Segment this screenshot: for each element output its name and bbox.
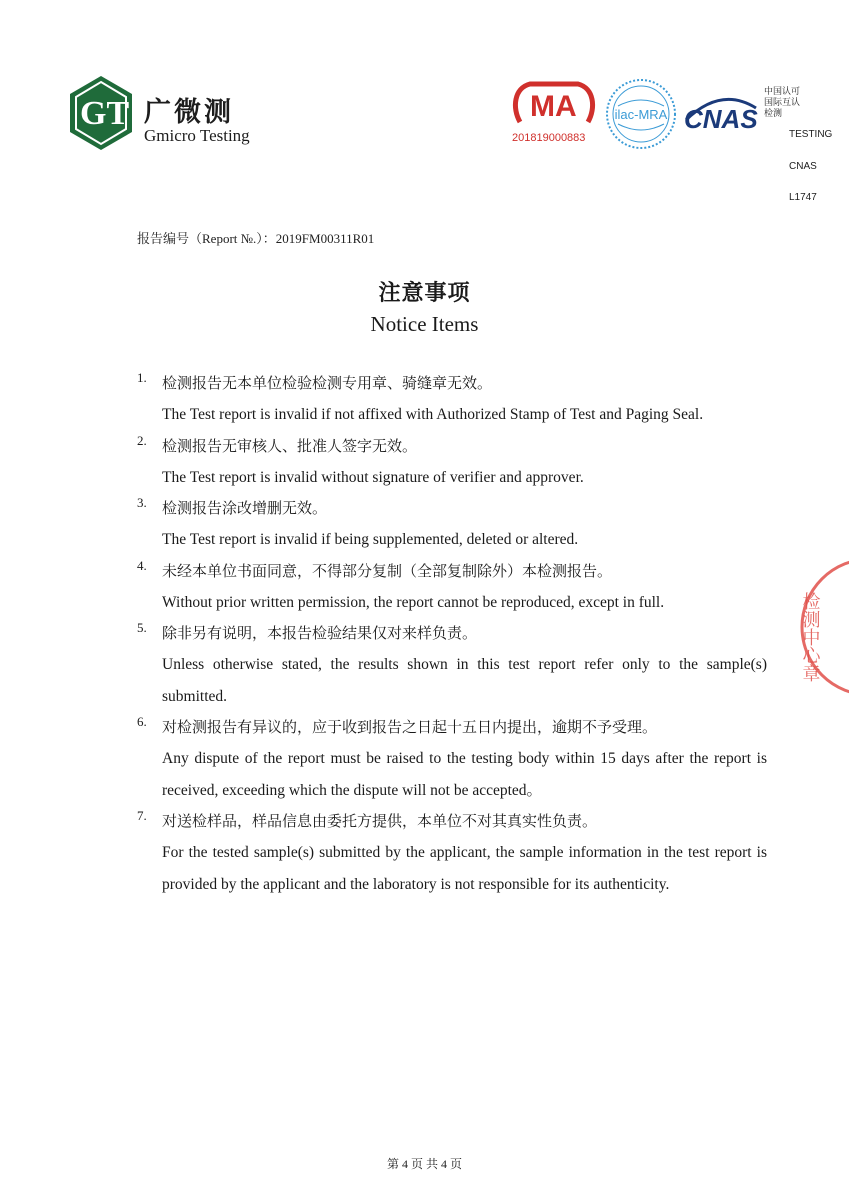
notice-text-cn: 除非另有说明，本报告检验结果仅对来样负责。 [162, 624, 478, 642]
notice-item [137, 368, 767, 431]
ilac-label: ilac-MRA [614, 107, 668, 122]
notice-text-en: The Test report is invalid if not affixed with Authorized Stamp of Test and Paging Seal. [162, 406, 704, 423]
notice-number: 6. [137, 714, 147, 729]
notice-text-en: The Test report is invalid without signature of verifier and approver. [162, 468, 584, 486]
brand-name-cn: 广微测 [144, 97, 234, 128]
cma-label: MA [530, 90, 577, 123]
notice-item [137, 493, 767, 556]
brand-name-en: Gmicro Testing [144, 126, 250, 145]
company-logo [68, 74, 268, 154]
notice-number: 3. [137, 495, 147, 510]
page-title-en: Notice Items [370, 312, 479, 336]
page-title-cn: 注意事项 [378, 281, 471, 306]
notice-text-cn: 对检测报告有异议的，应于收到报告之日起十五日内提出，逾期不予受理。 [162, 718, 658, 736]
cnas-cn-line: 国际互认 [764, 97, 801, 107]
notice-item [137, 556, 767, 619]
notice-number: 4. [137, 557, 147, 573]
cma-number: 201819000883 [512, 132, 586, 144]
paging-seal-stamp [790, 552, 849, 702]
notice-number: 2. [137, 432, 147, 448]
cnas-en-line: TESTING [789, 129, 833, 140]
notice-number: 1. [137, 370, 147, 385]
notice-item [137, 806, 767, 900]
report-number: 报告编号（Report №.）：2019FM00311R01 [137, 231, 375, 246]
cnas-label: CNAS [684, 104, 758, 134]
cnas-en-line: CNAS L1747 [789, 160, 817, 203]
notice-item [137, 618, 767, 712]
certification-marks [510, 76, 833, 203]
cnas-mark-icon [682, 90, 760, 138]
notice-item [137, 431, 767, 494]
cma-mark-icon [510, 78, 598, 128]
notice-number: 5. [137, 620, 147, 635]
cnas-accreditation-text [764, 86, 834, 214]
notice-list [137, 368, 767, 900]
notice-number: 7. [137, 808, 147, 823]
notice-text-en: Any dispute of the report must be raised to the testing body within 15 days after the report is received, exceeding which the dispute will not be accepted。 [162, 750, 767, 799]
notice-text-cn: 检测报告涂改增删无效。 [162, 499, 328, 517]
notice-text-en: The Test report is invalid if being supplemented, deleted or altered. [162, 531, 579, 548]
notice-text-cn: 对送检样品，样品信息由委托方提供，本单位不对其真实性负责。 [162, 812, 598, 830]
ilac-mra-icon [604, 76, 678, 152]
notice-text-en: For the tested sample(s) submitted by the applicant, the sample information in the test report is provided by the applicant and the laboratory is not responsible for its authenticity. [162, 844, 767, 893]
notice-text-cn: 未经本单位书面同意，不得部分复制（全部复制除外）本检测报告。 [162, 561, 613, 580]
seal-text: 检测中心章 [799, 592, 821, 682]
cnas-cn-line: 检测 [764, 108, 783, 118]
notice-item [137, 712, 767, 806]
notice-text-en: Without prior written permission, the report cannot be reproduced, except in full. [162, 593, 665, 611]
page-footer: 第 4 页 共 4 页 [386, 1157, 462, 1171]
notice-text-en: Unless otherwise stated, the results shown in this test report refer only to the sample(s) submitted. [162, 656, 767, 705]
gt-logo-icon [68, 74, 134, 152]
notice-text-cn: 检测报告无审核人、批准人签字无效。 [162, 436, 418, 455]
notice-text-cn: 检测报告无本单位检验检测专用章、骑缝章无效。 [162, 374, 493, 392]
cnas-cn-line: 中国认可 [764, 86, 801, 96]
logo-letters: GT [80, 95, 130, 132]
